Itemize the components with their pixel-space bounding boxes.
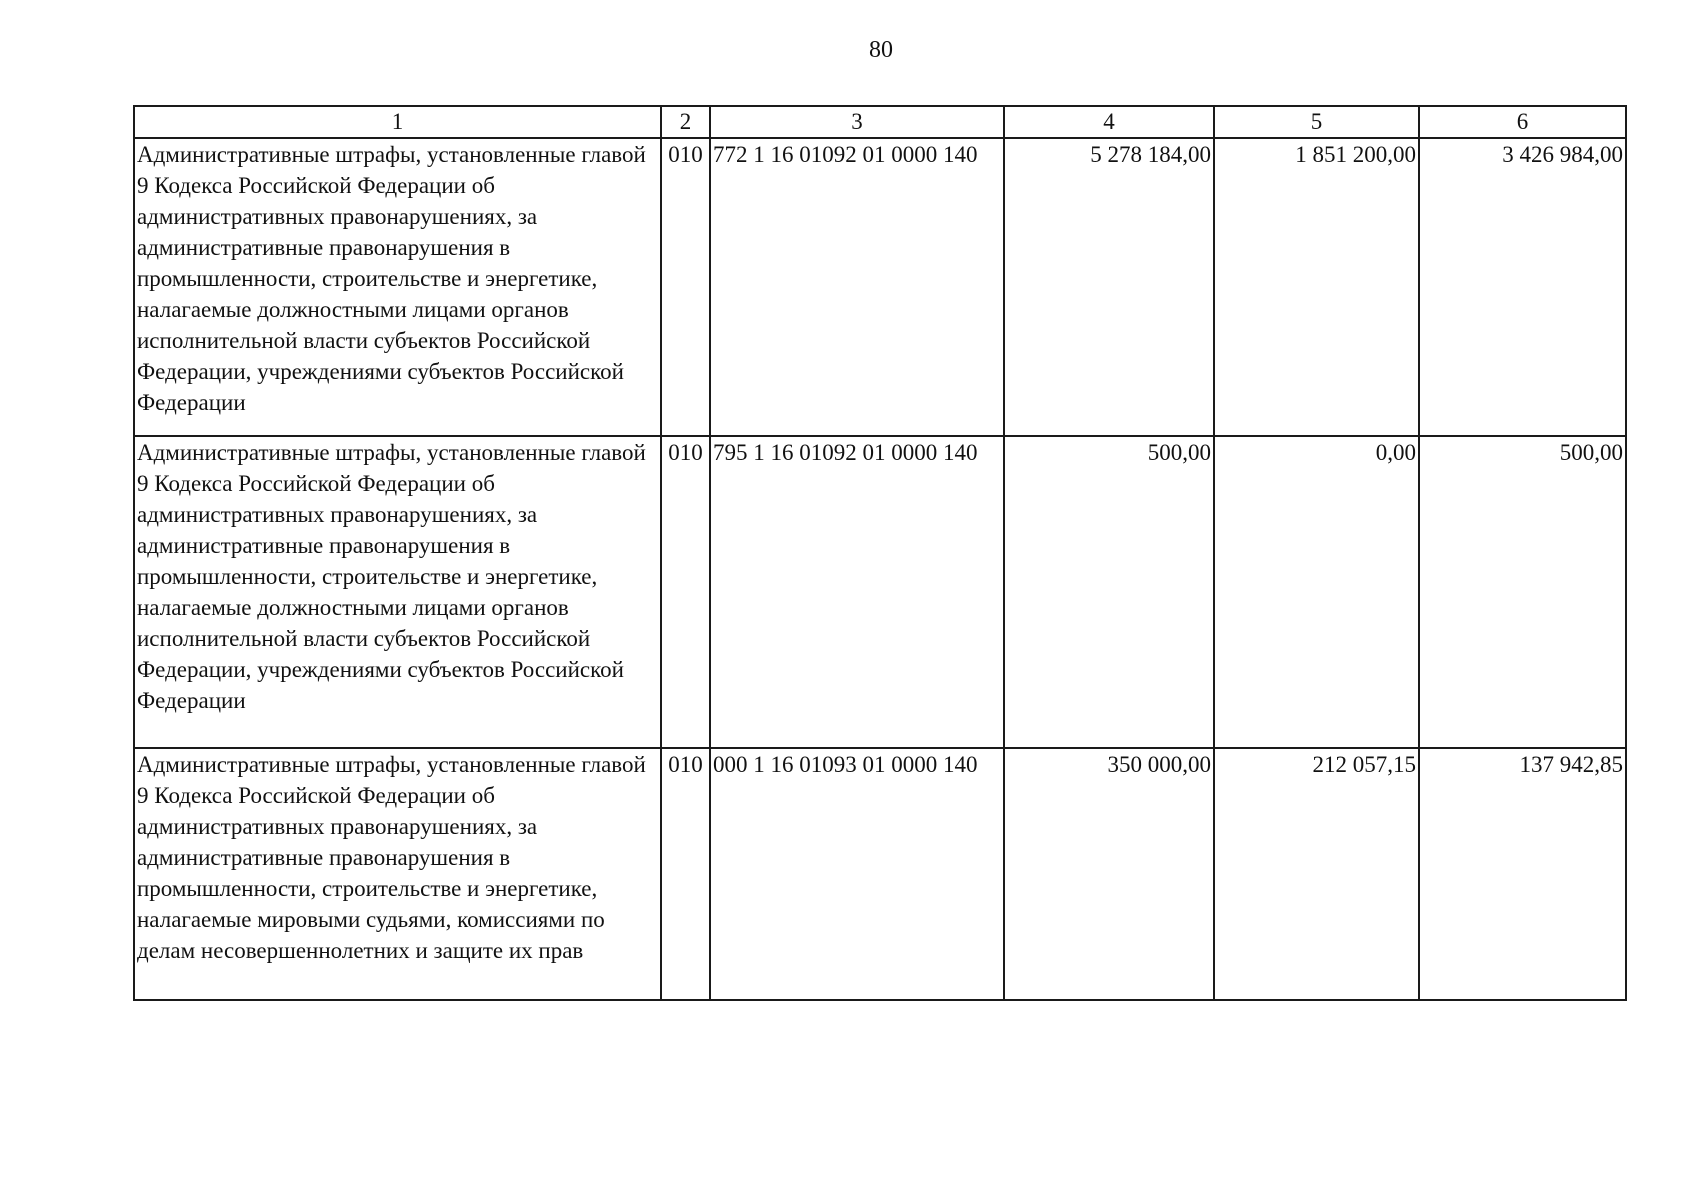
table-row (134, 436, 1626, 748)
income-code-cell: 772 1 16 01092 01 0000 140 (710, 138, 1004, 436)
unexecuted-amount-cell: 3 426 984,00 (1419, 138, 1626, 436)
income-code-cell: 000 1 16 01093 01 0000 140 (710, 748, 1004, 1000)
table-row (134, 138, 1626, 436)
income-name-cell: Административные штрафы, установленные главой 9 Кодекса Российской Федерации об административных правонарушениях, за административные правонарушения в промышленности, строительстве и энергетике, налагаемые должностными лицами органов исполнительной власти субъектов Российской Федерации, учреждениями субъектов Российской Федерации (134, 436, 661, 748)
line-code-cell: 010 (661, 748, 710, 1000)
page-number: 80 (869, 37, 893, 63)
approved-amount-cell: 500,00 (1004, 436, 1214, 748)
income-code-cell: 795 1 16 01092 01 0000 140 (710, 436, 1004, 748)
header-row (134, 106, 1626, 138)
column-header-2: 2 (661, 106, 710, 138)
approved-amount-cell: 5 278 184,00 (1004, 138, 1214, 436)
executed-amount-cell: 1 851 200,00 (1214, 138, 1419, 436)
unexecuted-amount-cell: 137 942,85 (1419, 748, 1626, 1000)
report-table (133, 105, 1627, 1001)
executed-amount-cell: 0,00 (1214, 436, 1419, 748)
approved-amount-cell: 350 000,00 (1004, 748, 1214, 1000)
line-code-cell: 010 (661, 436, 710, 748)
column-header-1: 1 (134, 106, 661, 138)
line-code-cell: 010 (661, 138, 710, 436)
income-name-cell: Административные штрафы, установленные главой 9 Кодекса Российской Федерации об административных правонарушениях, за административные правонарушения в промышленности, строительстве и энергетике, налагаемые мировыми судьями, комиссиями по делам несовершеннолетних и защите их прав (134, 748, 661, 1000)
column-header-5: 5 (1214, 106, 1419, 138)
executed-amount-cell: 212 057,15 (1214, 748, 1419, 1000)
table-row (134, 748, 1626, 1000)
column-header-6: 6 (1419, 106, 1626, 138)
unexecuted-amount-cell: 500,00 (1419, 436, 1626, 748)
column-header-4: 4 (1004, 106, 1214, 138)
income-name-cell: Административные штрафы, установленные главой 9 Кодекса Российской Федерации об административных правонарушениях, за административные правонарушения в промышленности, строительстве и энергетике, налагаемые должностными лицами органов исполнительной власти субъектов Российской Федерации, учреждениями субъектов Российской Федерации (134, 138, 661, 436)
column-header-3: 3 (710, 106, 1004, 138)
